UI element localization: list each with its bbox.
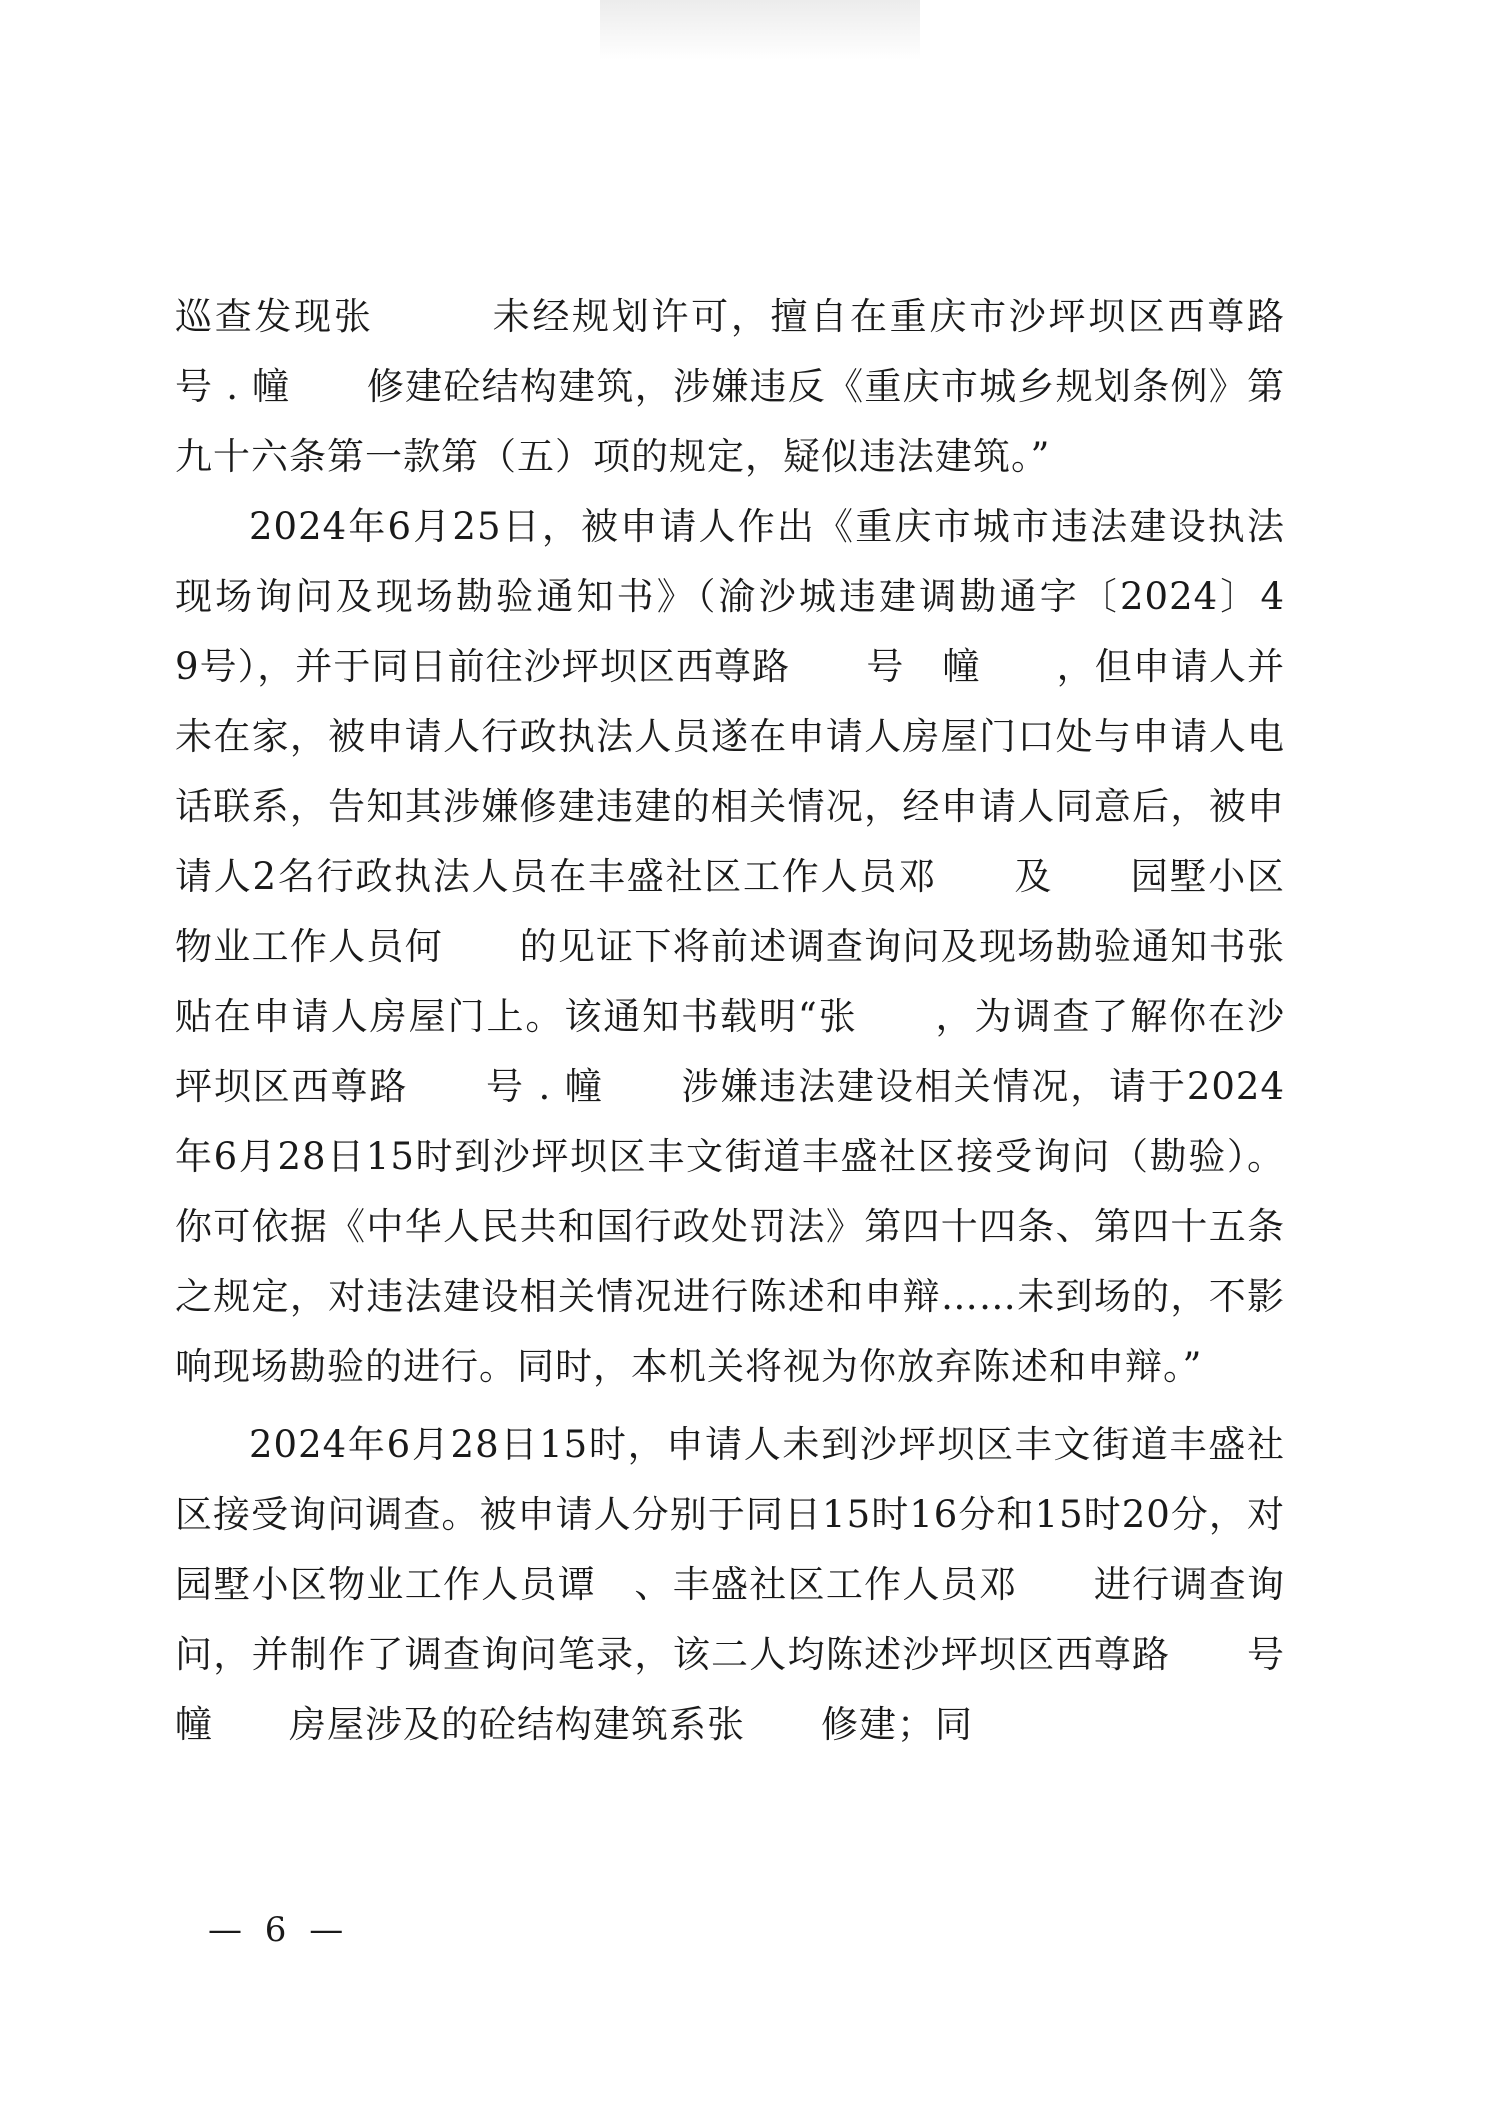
paragraph-3: 2024年6月28日15时，申请人未到沙坪坝区丰文街道丰盛社区接受询问调查。被申请人分别于同日15时16分和15时20分，对 园墅小区物业工作人员谭 、丰盛社区工作人员邓 进行调查询问，并制作了调查询问笔录，该二人均陈述沙坪坝区西尊路 号 幢 房屋涉及的砼结构建筑系张 修建；同 (175, 1423, 1361, 1746)
paragraph-2: 2024年6月25日，被申请人作出《重庆市城市违法建设执法现场询问及现场勘验通知书》（渝沙城违建调勘通字〔2024〕4 9号），并于同日前往沙坪坝区西尊路 号 幢 ，但申请人并未在家，被申请人行政执法人员遂在申请人房屋门口处与申请人电话联系，告知其涉嫌修建违建的相关情况，经申请人同意后，被申请人2名行政执法人员在丰盛社区工作人员邓 及 园墅小区物业工作人员何 的见证下将前述调查询问及现场勘验通知书张贴在申请人房屋门上。该通知书载明“张 ，为调查了解你在沙坪坝区西尊路 号 . 幢 涉嫌违法建设相关情况，请于2024年6月28日15时到沙坪坝区丰文街道丰盛社区接受询问（勘验）。你可依据《中华人民共和国行政处罚法》第四十四条、第四十五条之规定，对违法建设相关情况进行陈述和申辩……未到场的，不影响现场勘验的进行。同时，本机关将视为你放弃陈述和申辩。” (175, 505, 1323, 1388)
scan-artifact (600, 0, 920, 60)
document-body (175, 282, 1361, 1760)
page-number: — 6 — (208, 1910, 350, 1950)
paragraph-1: 巡查发现张 未经规划许可，擅自在重庆市沙坪坝区西尊路 号 . 幢 修建砼结构建筑，涉嫌违反《重庆市城乡规划条例》第九十六条第一款第（五）项的规定，疑似违法建筑。” (175, 295, 1361, 478)
